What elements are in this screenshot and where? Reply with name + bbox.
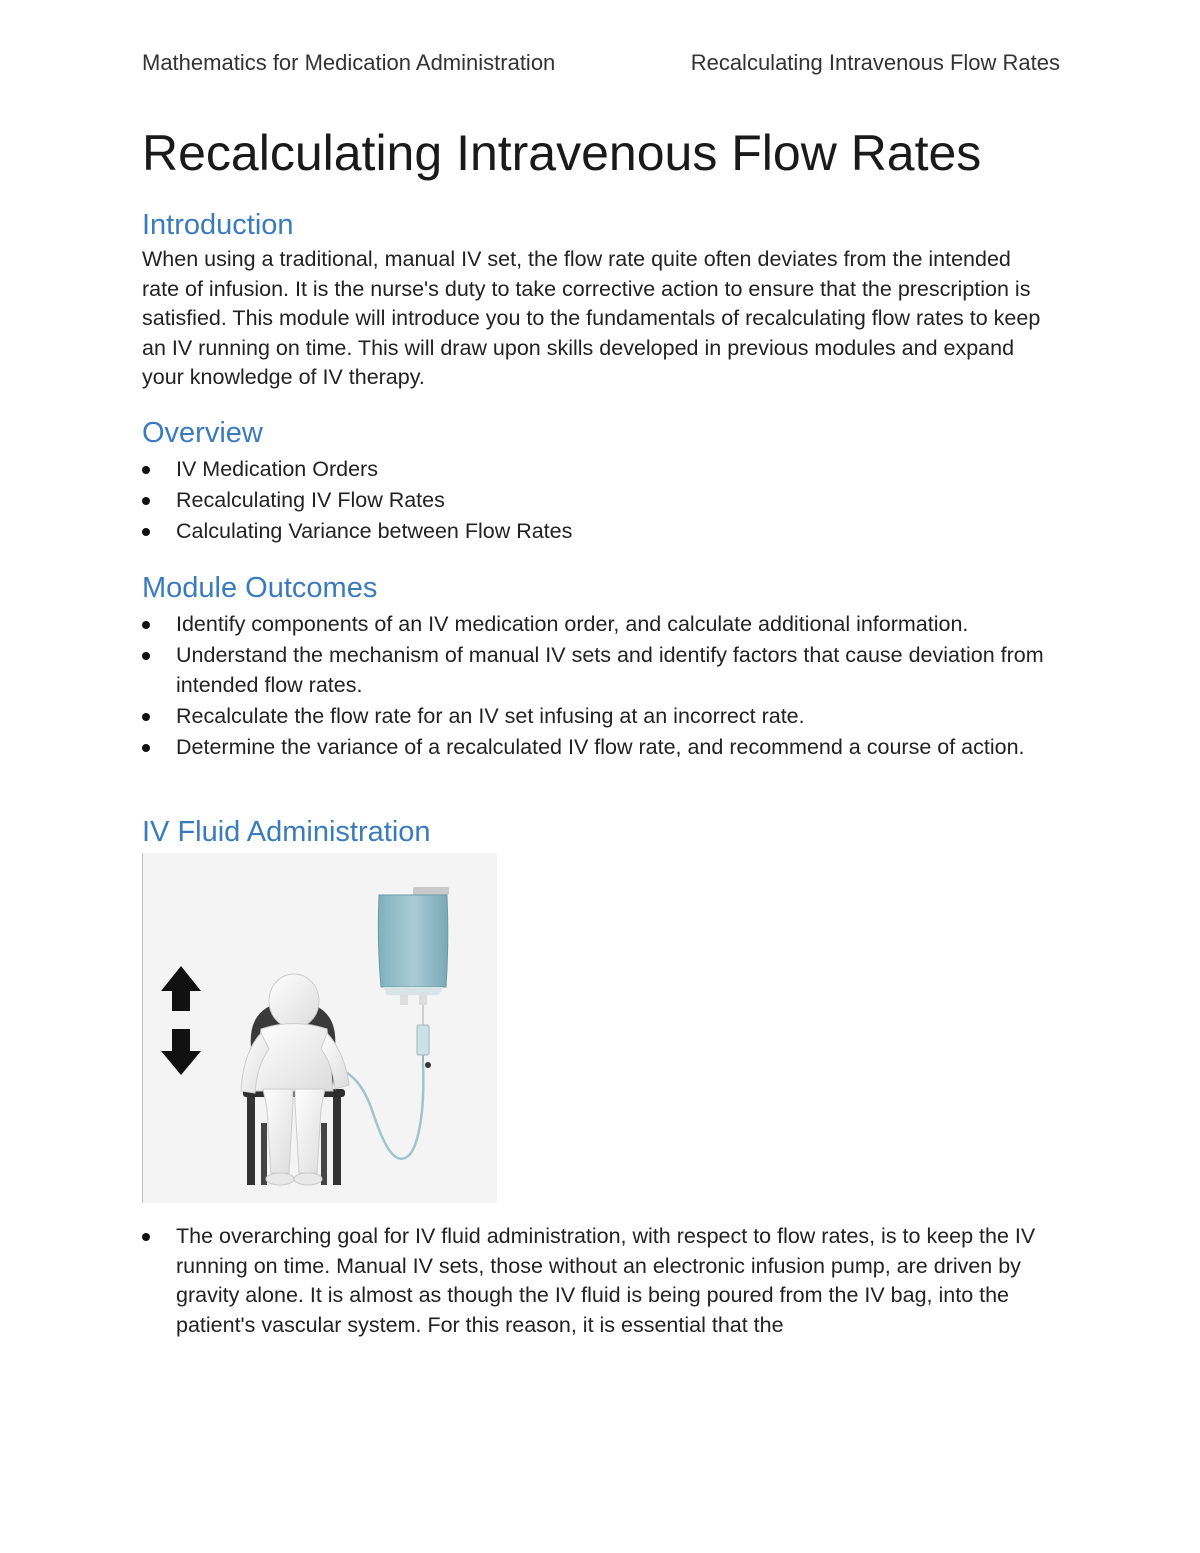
iv-fluid-heading: IV Fluid Administration [142,816,431,848]
bullet-icon [142,528,150,536]
iv-illustration [142,853,497,1203]
introduction-heading: Introduction [142,209,294,241]
header-left: Mathematics for Medication Administration [142,50,556,75]
overview-heading: Overview [142,417,263,449]
arrow-down-icon [161,1029,201,1075]
list-item: Recalculating IV Flow Rates [142,486,1062,516]
list-item: IV Medication Orders [142,455,1062,485]
introduction-text: When using a traditional, manual IV set, the flow rate quite often deviates from the intended rate of infusion. It is the nurse's duty to take corrective action to ensure that the prescription is satisfied. This module will introduce you to the fundamentals of recalculating flow rates to keep an IV running on time. This will draw upon skills developed in previous modules and expand your knowledge of IV therapy. [142,247,1041,389]
bullet-icon [142,652,150,660]
bullet-icon [142,466,150,474]
bullet-icon [142,497,150,505]
list-item: Understand the mechanism of manual IV sets and identify factors that cause deviation from intended flow rates. [142,641,1062,700]
bullet-icon [142,621,150,629]
outcomes-list [142,610,1062,764]
bullet-icon [142,744,150,752]
bullet-icon [142,1233,150,1241]
iv-patient-chair-icon [143,853,497,1203]
iv-fluid-list [142,1222,1062,1342]
iv-bag-icon [378,887,449,1005]
list-item: Calculating Variance between Flow Rates [142,517,1062,547]
module-outcomes-heading: Module Outcomes [142,572,378,604]
list-item: The overarching goal for IV fluid administration, with respect to flow rates, is to keep the IV running on time. Manual IV sets, those without an electronic infusion pump, are driven by gravity alone. It is almost as though the IV fluid is being poured from the IV bag, into the patient's vascular system. For this reason, it is essential that the [142,1222,1056,1340]
list-item: Determine the variance of a recalculated IV flow rate, and recommend a course of action. [142,733,1062,763]
list-item: Recalculate the flow rate for an IV set infusing at an incorrect rate. [142,702,1062,732]
header-right: Recalculating Intravenous Flow Rates [690,50,1060,75]
running-header [142,48,1060,78]
bullet-icon [142,713,150,721]
page-title: Recalculating Intravenous Flow Rates [142,125,982,181]
overview-list [142,455,1062,548]
list-item: Identify components of an IV medication order, and calculate additional information. [142,610,1062,640]
iv-tubing-icon [339,1005,431,1159]
arrow-up-icon [161,966,201,1011]
